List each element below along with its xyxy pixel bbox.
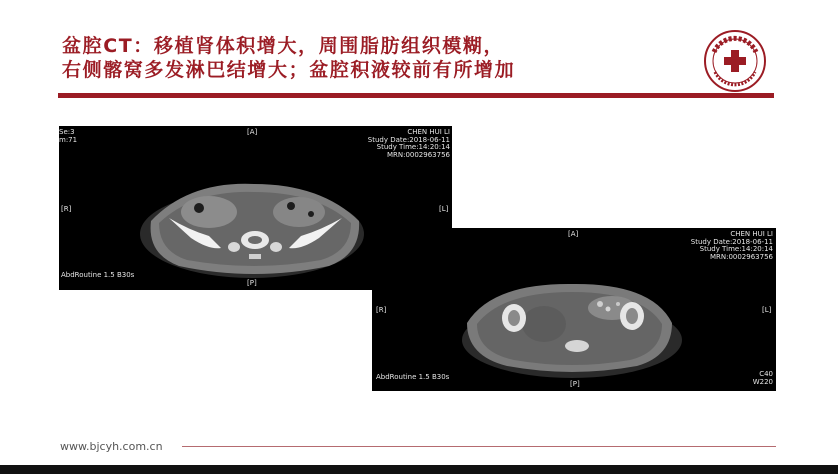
- orientation-posterior: [P]: [247, 279, 257, 287]
- bottom-strip: [0, 465, 838, 474]
- orientation-left: [L]: [762, 306, 772, 314]
- study-time: Study Time:14:20:14: [376, 143, 450, 151]
- mrn: MRN:0002963756: [709, 252, 773, 261]
- protocol-label: AbdRoutine 1.5 B30s: [376, 373, 450, 381]
- title-divider-bar: [58, 93, 774, 98]
- orientation-right: [R]: [61, 205, 72, 213]
- orientation-posterior: [P]: [570, 380, 580, 388]
- orientation-right: [R]: [376, 306, 387, 314]
- window-width: W220: [752, 377, 773, 386]
- series-label: Se:3: [59, 128, 75, 136]
- slide-title: [62, 34, 682, 82]
- window-center: C40: [759, 370, 773, 378]
- mrn: MRN:0002963756: [386, 150, 450, 159]
- image-number-label: m:71: [59, 136, 78, 144]
- title-line-2: 右侧髂窝多发淋巴结增大；盆腔积液较前有所增加: [62, 59, 516, 81]
- footer-url: www.bjcyh.com.cn: [60, 440, 163, 453]
- hospital-logo: [702, 28, 768, 94]
- study-date: Study Date:2018-06-11: [367, 135, 450, 144]
- patient-name: CHEN HUI LI: [407, 128, 450, 136]
- study-info: [368, 129, 450, 159]
- footer-divider: [182, 446, 776, 447]
- orientation-anterior: [A]: [247, 128, 258, 136]
- patient-name: CHEN HUI LI: [730, 230, 773, 238]
- study-time: Study Time:14:20:14: [699, 245, 773, 253]
- protocol-label: AbdRoutine 1.5 B30s: [61, 271, 135, 279]
- title-line-1: 盆腔CT：移植肾体积增大，周围脂肪组织模糊，: [62, 35, 505, 57]
- orientation-left: [L]: [439, 205, 449, 213]
- ct-scan-2: [372, 228, 776, 391]
- study-info: [691, 231, 773, 261]
- study-date: Study Date:2018-06-11: [690, 237, 773, 246]
- orientation-anterior: [A]: [568, 230, 579, 238]
- window-info: [753, 371, 773, 386]
